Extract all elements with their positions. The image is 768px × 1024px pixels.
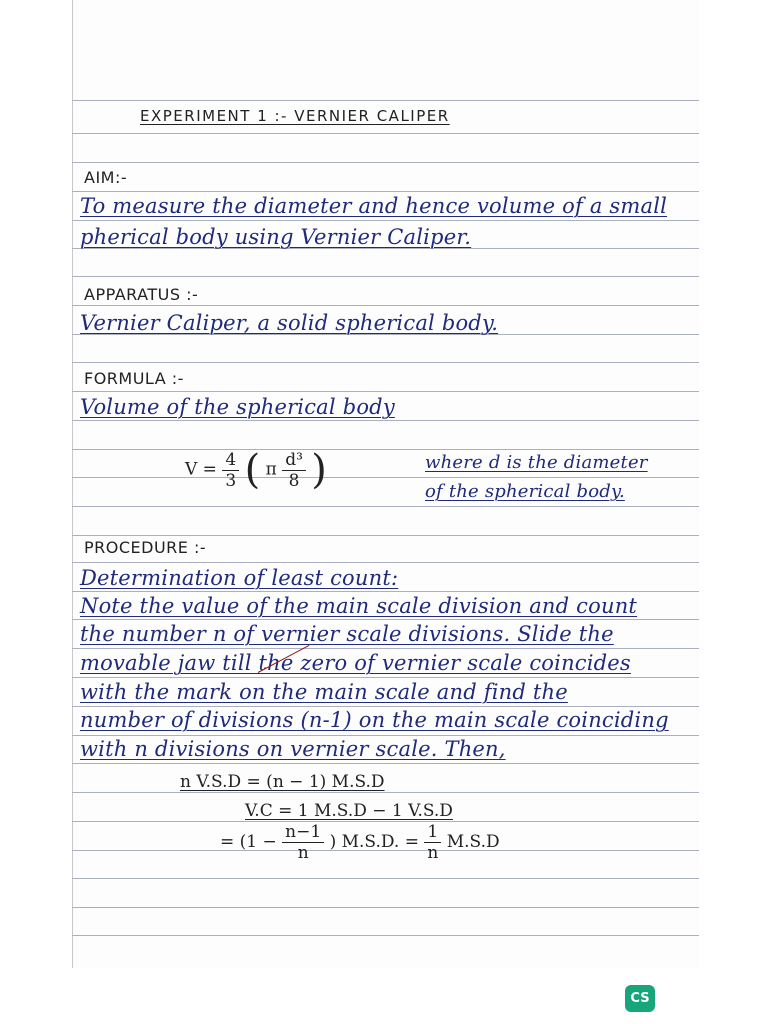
fraction-denominator: n [427, 843, 439, 863]
ruled-line [72, 706, 699, 707]
formula-lhs: V = [185, 459, 217, 480]
ruled-line [72, 391, 699, 392]
procedure-line: movable jaw till the zero of vernier scale coincides [80, 651, 631, 675]
ruled-line [72, 878, 699, 879]
volume-formula [185, 447, 327, 493]
procedure-line: Note the value of the main scale division and count [80, 594, 638, 618]
equation-vsd: n V.S.D = (n − 1) M.S.D [180, 772, 385, 792]
fraction-denominator: 8 [288, 470, 300, 491]
formula-heading: FORMULA :- [84, 369, 184, 388]
ruled-line [72, 305, 699, 306]
apparatus-heading: APPARATUS :- [84, 285, 199, 304]
procedure-line: the number n of vernier scale divisions. Slide the [80, 622, 614, 646]
fraction-n-minus-1-over-n [282, 822, 324, 863]
procedure-heading: PROCEDURE :- [84, 538, 207, 557]
formula-note: of the spherical body. [425, 481, 625, 502]
fraction-4-3 [222, 450, 239, 491]
fraction-denominator: n [297, 843, 309, 863]
apparatus-line: Vernier Caliper, a solid spherical body. [80, 311, 499, 335]
procedure-line: with n divisions on vernier scale. Then, [80, 737, 506, 761]
fraction-numerator: 1 [424, 822, 441, 843]
ruled-line [72, 735, 699, 736]
page-title: EXPERIMENT 1 :- VERNIER CALIPER [140, 107, 450, 125]
aim-line: pherical body using Vernier Caliper. [80, 225, 472, 249]
aim-line: To measure the diameter and hence volume of a small [80, 194, 668, 218]
ruled-line [72, 506, 699, 507]
procedure-line: with the mark on the main scale and find the [80, 680, 568, 704]
procedure-subheading: Determination of least count: [80, 566, 399, 590]
pi-symbol: π [265, 459, 277, 480]
ruled-line [72, 648, 699, 649]
camscanner-logo: CS [625, 985, 655, 1012]
ruled-line [72, 907, 699, 908]
ruled-line [72, 191, 699, 192]
fraction-numerator: 4 [222, 450, 239, 471]
ruled-line [72, 935, 699, 936]
ruled-line [72, 100, 699, 101]
formula-line: Volume of the spherical body [80, 395, 395, 419]
ruled-line [72, 362, 699, 363]
ruled-line [72, 477, 699, 478]
ruled-line [72, 763, 699, 764]
equation-vc: V.C = 1 M.S.D − 1 V.S.D [245, 801, 453, 821]
ruled-line [72, 619, 699, 620]
procedure-line: number of divisions (n-1) on the main scale coinciding [80, 708, 669, 732]
equation-part: = (1 − [220, 832, 277, 852]
ruled-line [72, 535, 699, 536]
formula-note: where d is the diameter [425, 452, 648, 473]
ruled-line [72, 677, 699, 678]
ruled-line [72, 792, 699, 793]
ruled-line [72, 591, 699, 592]
fraction-denominator: 3 [225, 470, 237, 491]
fraction-numerator: n−1 [282, 822, 324, 843]
ruled-line [72, 220, 699, 221]
equation-part: ) M.S.D. = [329, 832, 419, 852]
aim-heading: AIM:- [84, 168, 128, 187]
equation-part: M.S.D [446, 832, 500, 852]
ruled-line [72, 449, 699, 450]
close-paren: ) [311, 447, 327, 493]
fraction-d3-8 [282, 450, 306, 491]
fraction-1-over-n [424, 822, 441, 863]
open-paren: ( [244, 447, 261, 493]
ruled-line [72, 162, 699, 163]
margin-line [72, 0, 73, 968]
fraction-numerator: d³ [282, 450, 306, 471]
ruled-line [72, 276, 699, 277]
ruled-line [72, 133, 699, 134]
ruled-line [72, 420, 699, 421]
ruled-line [72, 562, 699, 563]
equation-least-count [220, 822, 500, 863]
